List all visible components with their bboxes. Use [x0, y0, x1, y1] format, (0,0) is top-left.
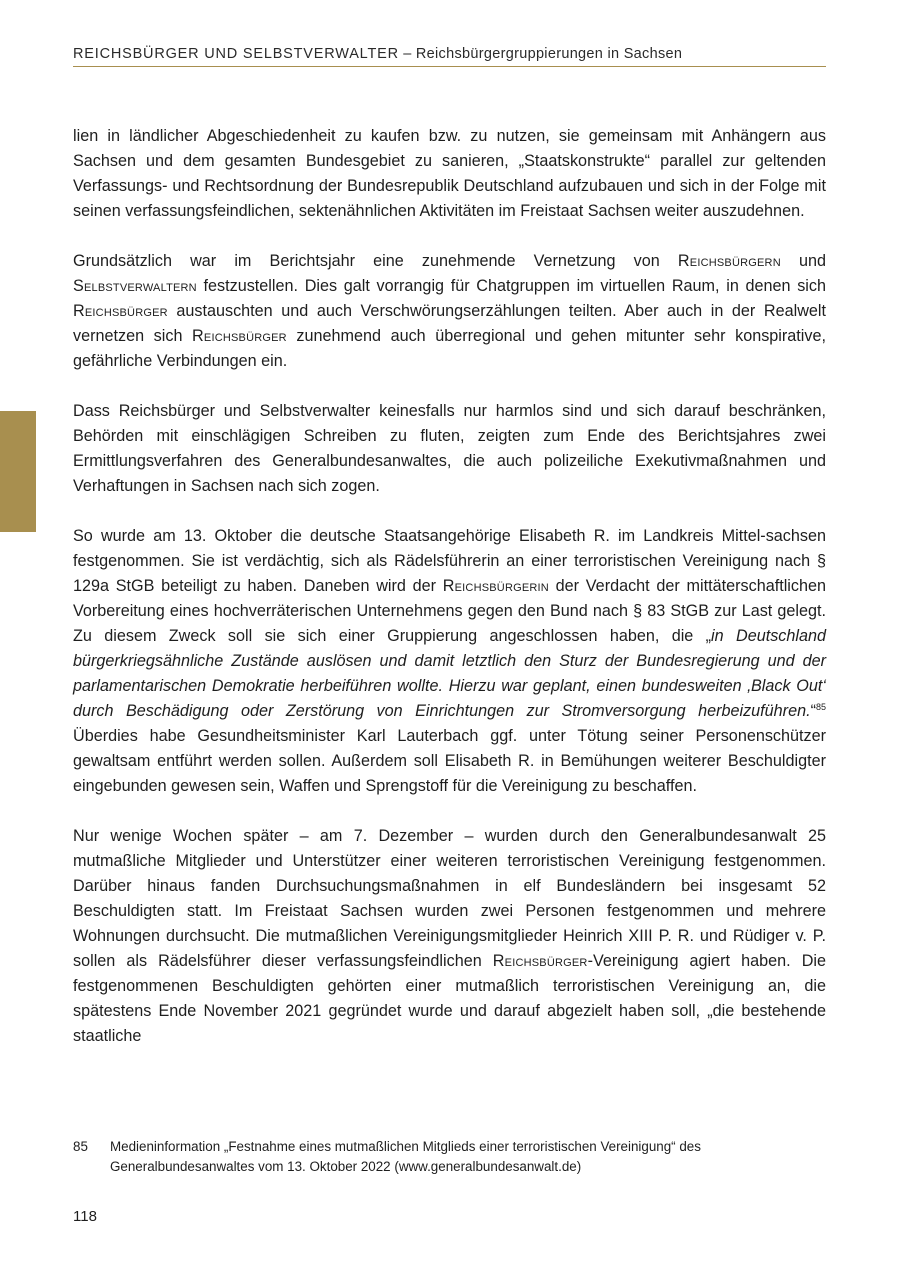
- term-reichsbuergerin: Reichsbürgerin: [442, 577, 549, 595]
- paragraph-4: So wurde am 13. Oktober die deutsche Staatsangehörige Elisabeth R. im Landkreis Mittel-sachsen festgenommen. Sie ist verdächtig, sich als Rädelsführerin an einer terroristischen Vereinigung nach § 129a StGB beteiligt zu haben. Daneben wird der Reichsbürgerin der Verdacht der mittäterschaftlichen Vorbereitung eines hochverräterischen Unternehmens gegen den Bund nach § 83 StGB zur Last gelegt. Zu diesem Zweck soll sie sich einer Gruppierung angeschlossen haben, die „in Deutschland bürgerkriegsähnliche Zustände auslösen und damit letztlich den Sturz der Bundesregierung und der parlamentarischen Demokratie herbeiführen wollte. Hierzu war geplant, einen bundesweiten ‚Black Out‘ durch Beschädigung oder Zerstörung von Einrichtungen zur Stromversorgung herbeizuführen.“$^{85}$ Überdies habe Gesundheitsminister Karl Lauterbach ggf. unter Tötung seiner Personenschützer gewaltsam entführt werden sollen. Außerdem soll Elisabeth R. in Bemühungen weiterer Beschuldigter eingebunden gewesen sein, Waffen und Sprengstoff für die Vereinigung zu beschaffen.: [73, 527, 826, 795]
- header-title: REICHSBÜRGER UND SELBSTVERWALTER: [73, 46, 399, 62]
- footnote: [73, 1137, 826, 1177]
- term-reichsbuerger: Reichsbürger: [192, 327, 287, 345]
- quotation: in Deutschland bürgerkriegsähnliche Zustände auslösen und damit letztlich den Sturz der Bundesregierung und der parlamentarischen Demokratie herbeiführen wollte. Hierzu war geplant, einen bundesweiten ‚Black Out‘ durch Beschädigung oder Zerstörung von Einrichtungen zur Stromversorgung herbeizuführen.: [73, 627, 826, 720]
- term-reichsbuerger: Reichsbürger: [73, 302, 168, 320]
- paragraph-5: Nur wenige Wochen später – am 7. Dezember – wurden durch den Generalbundesanwalt 25 mutmaßliche Mitglieder und Unterstützer einer weiteren terroristischen Vereinigung festgenommen. Darüber hinaus fanden Durchsuchungsmaßnahmen in elf Bundesländern bei insgesamt 52 Beschuldigten statt. Im Freistaat Sachsen wurden zwei Personen festgenommen und mehrere Wohnungen durchsucht. Die mutmaßlichen Vereinigungsmitglieder Heinrich XIII P. R. und Rüdiger v. P. sollen als Rädelsführer dieser verfassungsfeindlichen Reichsbürger-Vereinigung agiert haben. Die festgenommenen Beschuldigten gehörten einer mutmaßlich terroristischen Vereinigung an, die spätestens Ende November 2021 gegründet wurde und darauf abgezielt haben soll, „die bestehende staatliche: [73, 827, 826, 1045]
- paragraph-2: Grundsätzlich war im Berichtsjahr eine zunehmende Vernetzung von Reichsbürgern und Selbstverwaltern festzustellen. Dies galt vorrangig für Chatgruppen im virtuellen Raum, in denen sich Reichsbürger austauschten und auch Verschwörungserzählungen teilten. Aber auch in der Realwelt vernetzen sich Reichsbürger zunehmend auch überregional und gehen mitunter sehr konspirative, gefährliche Verbindungen ein.: [73, 252, 826, 370]
- term-selbstverwaltern: Selbstverwaltern: [73, 277, 197, 295]
- chapter-side-tab: [0, 411, 36, 532]
- paragraph-1: lien in ländlicher Abgeschiedenheit zu kaufen bzw. zu nutzen, sie gemeinsam mit Anhängern aus Sachsen und dem gesamten Bundesgebiet zu sanieren, „Staatskonstrukte“ parallel zur geltenden Verfassungs- und Rechtsordnung der Bundesrepublik Deutschland aufzubauen und sich in der Folge mit seinen verfassungsfeindlichen, sektenähnlichen Aktivitäten im Freistaat Sachsen weiter auszudehnen.: [73, 127, 826, 220]
- header-subtitle: Reichsbürgergruppierungen in Sachsen: [415, 46, 683, 62]
- footnote-text: Medieninformation „Festnahme eines mutmaßlichen Mitglieds einer terroristischen Vereinigung“ des Generalbundesanwaltes vom 13. Oktober 2022 (www.generalbundesanwalt.de): [110, 1139, 701, 1174]
- body-text: [73, 124, 826, 1074]
- term-reichsbuergern: Reichsbürgern: [677, 252, 781, 270]
- footnote-number: 85: [73, 1139, 88, 1154]
- header-separator: –: [398, 46, 416, 62]
- paragraph-3: Dass Reichsbürger und Selbstverwalter keinesfalls nur harmlos sind und sich darauf beschränken, Behörden mit einschlägigen Schreiben zu fluten, zeigten zum Ende des Berichtsjahres zwei Ermittlungsverfahren des Generalbundesanwaltes, die auch polizeiliche Exekutivmaßnahmen und Verhaftungen in Sachsen nach sich zogen.: [73, 402, 826, 495]
- footnote-reference[interactable]: 85: [815, 702, 826, 712]
- running-header: [73, 44, 826, 64]
- term-reichsbuerger: Reichsbürger: [492, 952, 588, 970]
- header-rule: [73, 66, 826, 67]
- page-number: 118: [73, 1208, 97, 1225]
